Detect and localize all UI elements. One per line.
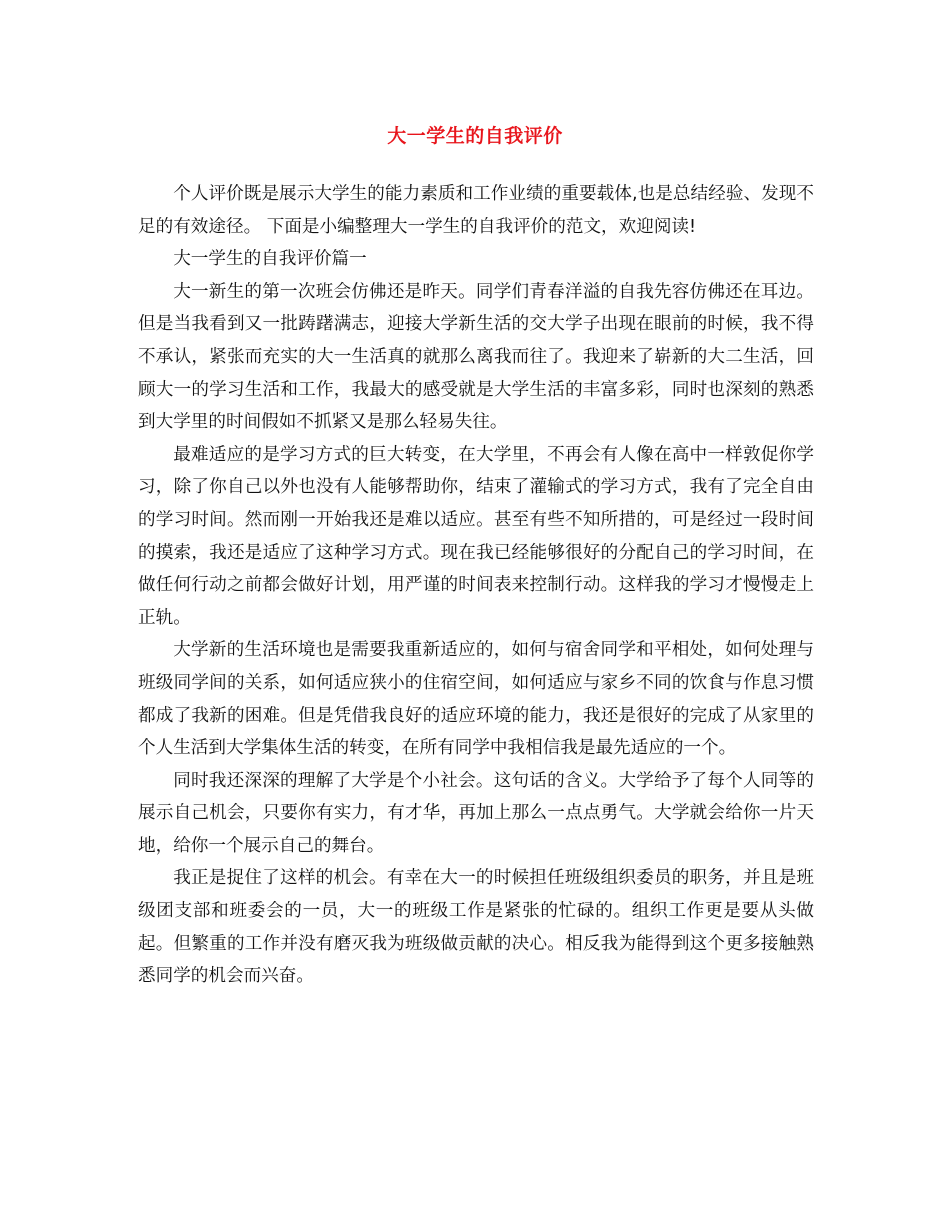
section-heading: 大一学生的自我评价篇一: [173, 249, 367, 270]
document-title: 大一学生的自我评价: [387, 125, 563, 147]
body-paragraph: 大一新生的第一次班会仿佛还是昨天。同学们青春洋溢的自我先容仿佛还在耳边。但是当我看到又一批踌躇满志，迎接大学新生活的交大学子出现在眼前的时候，我不得不承认，紧张而充实的大一生活真的就那么离我而往了。我迎来了崭新的大二生活，回顾大一的学习生活和工作，我最大的感受就是大学生活的丰富多彩，同时也深刻的熟悉到大学里的时间假如不抓紧又是那么轻易失往。: [138, 281, 814, 433]
body-paragraph: 大学新的生活环境也是需要我重新适应的，如何与宿舍同学和平相处，如何处理与班级同学间的关系，如何适应狭小的住宿空间，如何适应与家乡不同的饮食与作息习惯都成了我新的困难。但是凭借我良好的适应环境的能力，我还是很好的完成了从家里的个人生活到大学集体生活的转变，在所有同学中我相信我是最先适应的一个。: [138, 640, 814, 759]
intro-paragraph: 个人评价既是展示大学生的能力素质和工作业绩的重要载体,也是总结经验、发现不足的有效途径。 下面是小编整理大一学生的自我评价的范文，欢迎阅读!: [138, 184, 814, 237]
body-paragraph: 同时我还深深的理解了大学是个小社会。这句话的含义。大学给予了每个人同等的展示自己机会，只要你有实力，有才华，再加上那么一点点勇气。大学就会给你一片天地，给你一个展示自己的舞台。: [138, 770, 814, 856]
document-body: [138, 178, 814, 993]
body-paragraph: 最难适应的是学习方式的巨大转变，在大学里，不再会有人像在高中一样敦促你学习，除了你自己以外也没有人能够帮助你，结束了灌输式的学习方式，我有了完全自由的学习时间。然而刚一开始我还是难以适应。甚至有些不知所措的，可是经过一段时间的摸索，我还是适应了这种学习方式。现在我已经能够很好的分配自己的学习时间，在做任何行动之前都会做好计划，用严谨的时间表来控制行动。这样我的学习才慢慢走上正轨。: [138, 444, 814, 628]
body-paragraph: 我正是捉住了这样的机会。有幸在大一的时候担任班级组织委员的职务，并且是班级团支部和班委会的一员，大一的班级工作是紧张的忙碌的。组织工作更是要从头做起。但繁重的工作并没有磨灭我为班级做贡献的决心。相反我为能得到这个更多接触熟悉同学的机会而兴奋。: [138, 868, 814, 987]
